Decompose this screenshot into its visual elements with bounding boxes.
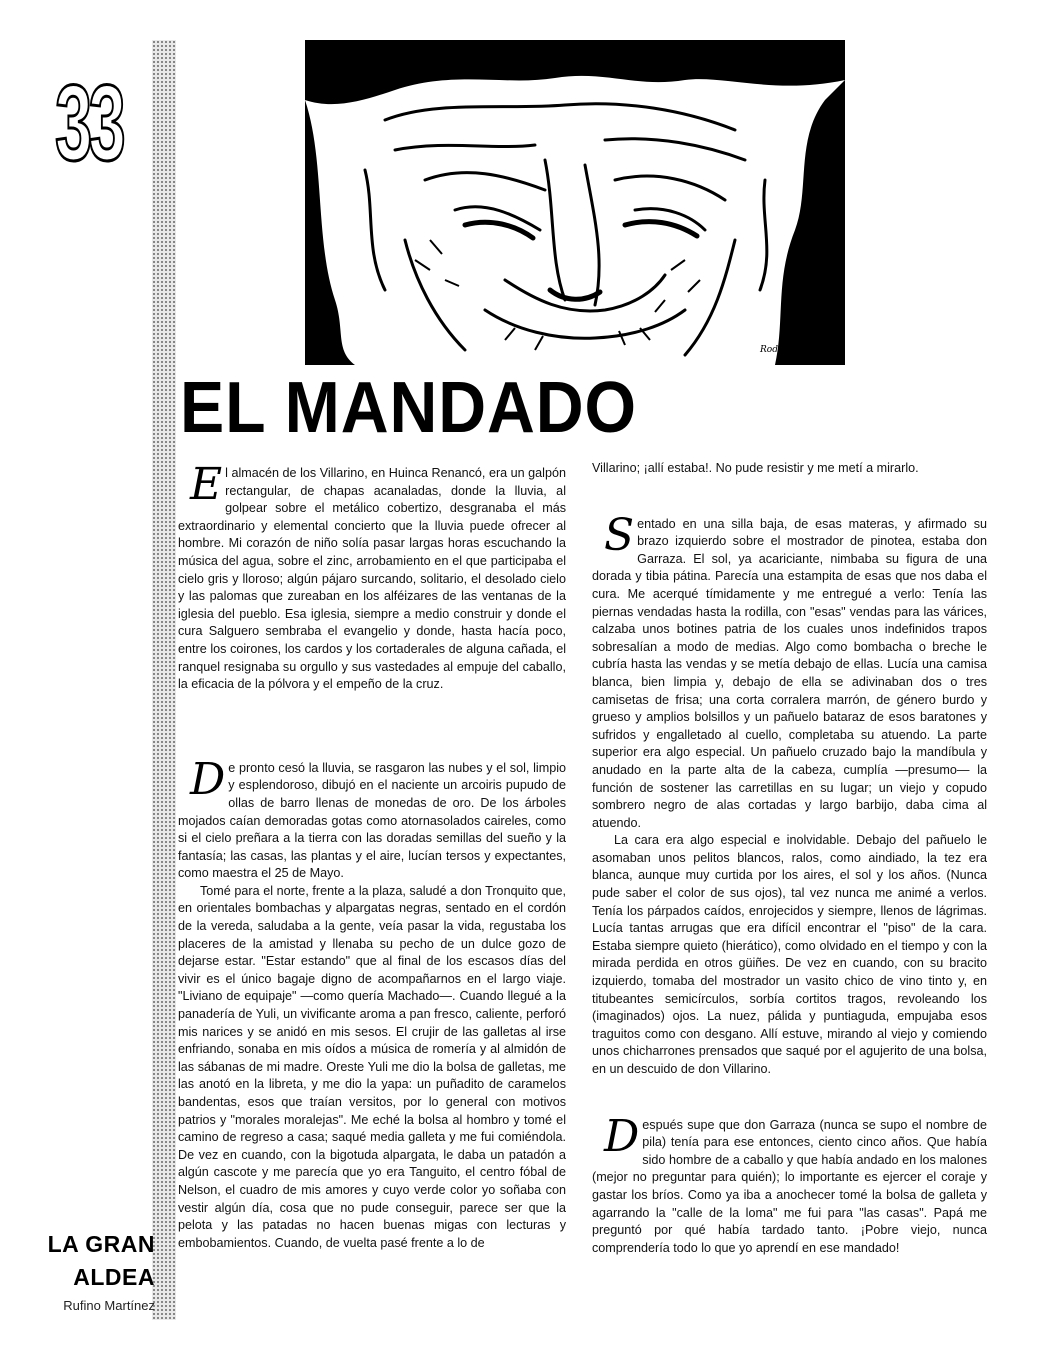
paragraph-1 [178, 459, 566, 694]
page-number: 33 [55, 62, 123, 183]
paragraph-6 [592, 1110, 987, 1258]
article-title: EL MANDADO [180, 368, 637, 448]
dropcap-d: D [190, 753, 226, 805]
dotted-margin-strip [152, 40, 176, 1320]
paragraph-gap [178, 694, 566, 760]
paragraph-4 [592, 509, 987, 833]
paragraph-1-text: l almacén de los Villarino, en Huinca Renancó, era un galpón rectangular, de chapas acanaladas, donde la lluvia, al golpear sobre el metálico cobertizo, desgranaba el más extraordinario y elemental concierto que la lluvia puede ofrecer al hombre. Mi corazón de niño solía pasar largas horas escuchando la música del agua, sobre el zinc, arrobamiento en el que participaba el cielo gris y lloroso; algún pájaro surcando, solitario, el desolado cielo y las palomas que zureaban en los alféizares de las ventanas de la iglesia del pueblo. Esa iglesia, siempre a medio construir y donde el cura Salguero sembraba el evangelio y donde, hasta hacía poco, entre los coirones, los cardos y los cortaderales de alguna cañada, el ranquel resignaba su orgullo y sus vastedades al empuje del caballo, la eficacia de la pólvora y el empeño de la cruz. [178, 466, 566, 692]
paragraph-5: La cara era algo especial e inolvidable. Debajo del pañuelo le asomaban unos pelitos blancos, ralos, como aindiado, la tez era blanca, aunque muy curtida por los aires, el sol y los años. (Nunca pude saber el color de sus ojos), tal vez nunca me animé a verlos. Tenía los párpados caídos, enrojecidos y siempre, llenos de lágrimas. Lucía tantas arrugas que era difícil encontrar el "piso" de la cara. Estaba siempre quieto (hierático), como olvidado en el tiempo y con la mirada perdida en otros güiñes. De vez en cuando, con su bracito izquierdo, tomaba del mostrador un vasito chico de vino tinto y, en titubeantes semicírculos, sorbía cortitos tragos, revoleando los (imaginados) ojos. La nuez, pálida y puntiaguda, empujaba esos traguitos como con desgano. Allí estuve, mirando al viejo y comiendo unos chicharrones prensados que saqué por el agujerito de una bolsa, en un descuido de don Villarino. [592, 833, 987, 1076]
paragraph-gap [592, 478, 987, 516]
book-title-line-2: ALDEA [73, 1264, 155, 1290]
article-right-column [592, 460, 987, 1257]
paragraph-6-text: espués supe que don Garraza (nunca se supo el nombre de pila) tenía para ese entonces, ciento cinco años. Que había sido hombre de a caballo y que había andado en los malones (mejor no preguntar para quién); lo importante es ejercer el coraje y gastar los bríos. Como ya iba a anochecer tomé la bolsa de galleta y agarrando la "calle de la loma" me fui para "las casas". Papá me preguntó por qué había tardado tanto. ¡Pobre viejo, nunca comprendería todo lo que yo aprendí en ese mandado! [592, 1117, 987, 1255]
portrait-drawing [305, 40, 845, 365]
paragraph-3: Tomé para el norte, frente a la plaza, saludé a don Tronquito que, en orientales bombachas y alpargatas negras, sentado en el cordón de la vereda, saludaba a la gente, veía pasar la vida, regustaba los placeres de la amistad y llenaba su pecho de un dulce gozo de dejarse estar. "Estar estando" que al final de los escasos días del vivir es el único bagaje digno de acompañarnos en el largo viaje. "Liviano de equipaje" —como quería Machado—. Cuando llegué a la panadería de Yuli, un vivificante aroma a pan fresco, caliente, perforó mis narices y se anidó en mis sesos. El crujir de las galletas al irse enfriando, sonaba en mis oídos a música de romería y al almidón de las sábanas de mi madre. Oreste Yuli me dio la bolsa de galletas, me las anotó en la libreta, y me dio la yapa: un puñadito de caramelos bandentas, esos que traían versitos, por lo general con motivos patrios y "morales moralejas". Me eché la bolsa al hombro y tomé el camino de regreso a casa; saqué media galleta y me fui comiéndola. De vez en cuando, con la bigotuda alpargata, le daba un patadón a algún cascote y me parecía que yo era Tanguito, el centro fóbal de Nelson, el cuadro de mis amores y cuyo verde color yo soñaba con vestir algún día, cosa que no pude conseguir, parece ser que la pelota y las patadas no hacen buenas migas con lecturas y embobamientos. Cuando, de vuelta pasé frente a lo de [178, 883, 566, 1250]
article-left-column [178, 459, 566, 1252]
paragraph-2-text: e pronto cesó la lluvia, se rasgaron las nubes y el sol, limpio y esplendoroso, dibujó en el naciente un arcoiris pupudo de ollas de barro llenas de monedas de oro. De los árboles mojados caían demoradas gotas como atornasolados caireles, como si el cielo preñara a la tierra con las doradas semillas del sueño y la fantasía; las casas, las plantas y el aire, lucían tersos y expectantes, como maestra el 25 de Mayo. [178, 760, 566, 881]
dropcap-e: E [190, 459, 223, 510]
book-title-line-1: LA GRAN [47, 1231, 155, 1257]
old-man-portrait-illustration [305, 40, 845, 365]
artist-signature: Rodriguez 85 [760, 345, 822, 355]
paragraph-4-text: entado en una silla baja, de esas materas, y afirmado su brazo izquierdo sobre el mostrador de pinotea, estaba don Garraza. El sol, ya acariciante, nimbaba su figura de una dorada y tibia pátina. Parecía una estampita de esas que nos daba el cura. Me acerqué tímidamente y me entregué a verlo: Tenía las piernas vendadas hasta la rodilla, con "esas" vendas para las várices, calzaba unos botines patria de los cuales unos indefinidos trapos sobresalían a modo de medias. Algo como bombacha o breche le cubría hasta las vendas y se metía debajo de ellas. Lucía una camisa blanca, bien limpia y, debajo de ella se adivinaban dos o tres camisetas de frisa; una corta corralera marrón, de género burdo y grueso y amplios bolsillos y un pañuelo bataraz de esos baratones y sufridos y engalletado al cuello, completaba su atuendo. La parte superior era algo especial. Un pañuelo cruzado bajo la mandíbula y anudado en la parte alta de la cabeza, cumplía —presumo— la función de sostener las carretillas en su lugar; un viejo y copudo sombrero negro de alas cortadas y largo barbijo, daba cima al atuendo. [592, 516, 987, 830]
dropcap-s: S [604, 509, 635, 561]
author-name: Rufino Martínez [63, 1298, 155, 1313]
paragraph-2 [178, 753, 566, 883]
paragraph-continuation: Villarino; ¡allí estaba!. No pude resistir y me metí a mirarlo. [592, 461, 919, 475]
paragraph-gap [592, 1079, 987, 1117]
dropcap-d2: D [604, 1110, 640, 1162]
book-credits [30, 1228, 155, 1315]
